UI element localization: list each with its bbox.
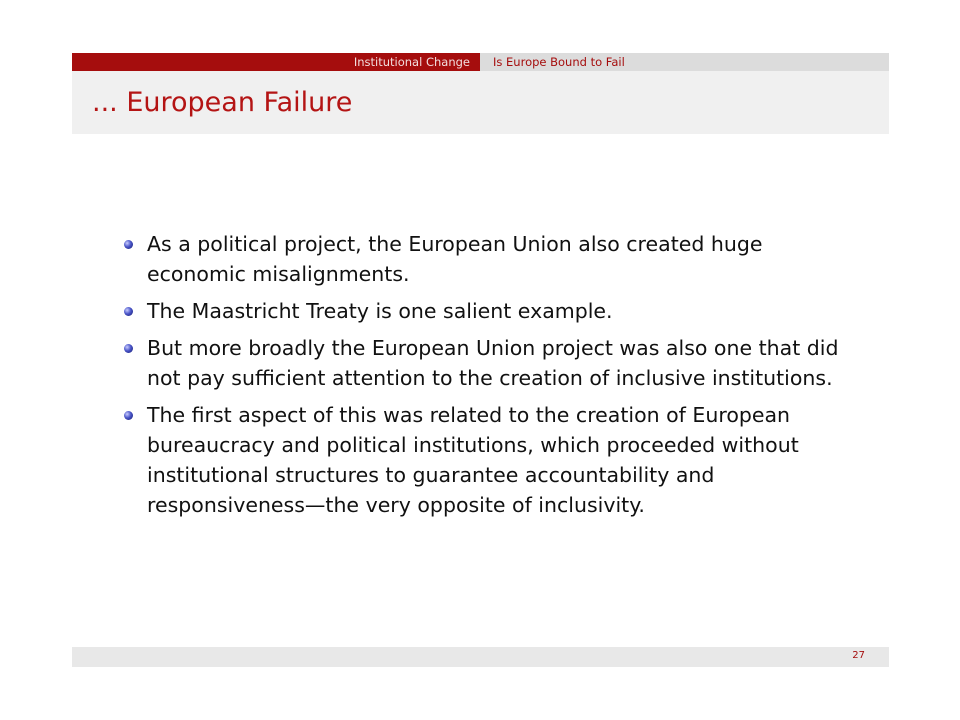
ball-bullet-icon <box>124 240 133 249</box>
navigation-headline <box>72 53 889 71</box>
bullet-text: As a political project, the European Union also created huge economic misalignments. <box>147 232 763 286</box>
footer-bar <box>72 647 889 667</box>
headline-section[interactable]: Institutional Change <box>72 53 480 71</box>
list-item <box>124 400 864 520</box>
bullet-text: The Maastricht Treaty is one salient example. <box>147 299 613 323</box>
headline-subsection[interactable]: Is Europe Bound to Fail <box>480 53 889 71</box>
bullet-text: The first aspect of this was related to the creation of European bureaucracy and political institutions, which proceeded without institutional structures to guarantee accountability and responsiveness—the very opposite of inclusivity. <box>147 403 799 517</box>
list-item <box>124 296 864 326</box>
ball-bullet-icon <box>124 307 133 316</box>
frame-title-bar <box>72 71 889 134</box>
page-title: ... European Failure <box>92 87 353 118</box>
list-item <box>124 333 864 393</box>
page-number: 27 <box>852 650 865 661</box>
ball-bullet-icon <box>124 411 133 420</box>
slide <box>72 53 889 667</box>
ball-bullet-icon <box>124 344 133 353</box>
list-item <box>124 229 864 289</box>
bullet-text: But more broadly the European Union project was also one that did not pay sufficient attention to the creation of inclusive institutions. <box>147 336 839 390</box>
bullet-list <box>124 229 864 527</box>
